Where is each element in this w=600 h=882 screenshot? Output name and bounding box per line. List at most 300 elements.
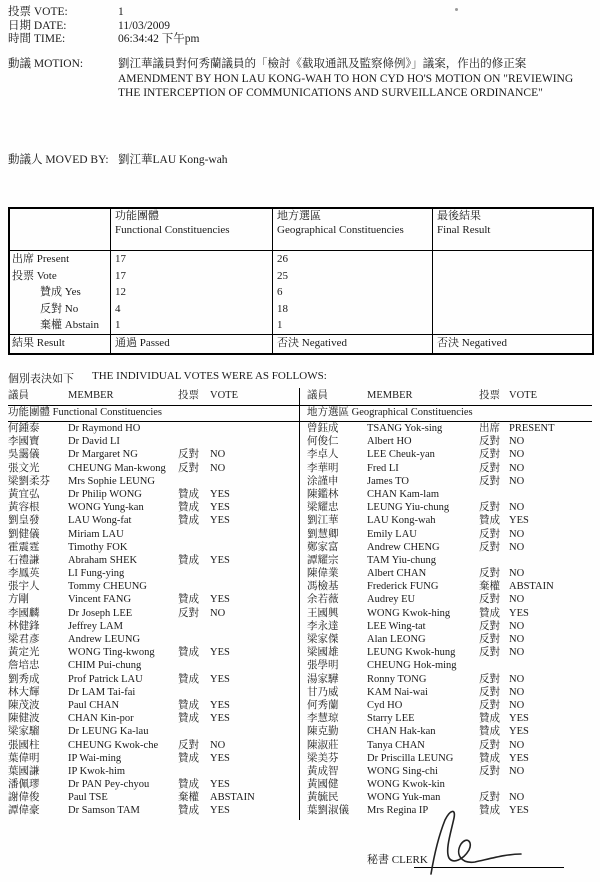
- member-vote-en: [210, 541, 299, 554]
- member-name-en: Alan LEONG: [367, 634, 426, 645]
- member-row: [8, 686, 299, 699]
- member-name-en: Tommy CHEUNG: [68, 581, 147, 593]
- member-vote-zh: 反對: [479, 699, 500, 711]
- member-vote-en: NO: [509, 792, 525, 804]
- summary-header-final: [432, 209, 592, 250]
- member-name-en: LAU Kong-wah: [367, 515, 436, 527]
- member-name-zh: 何鍾泰: [8, 423, 40, 434]
- member-row: [8, 528, 299, 541]
- member-name-en: Miriam LAU: [68, 528, 124, 540]
- member-row: [307, 725, 592, 738]
- member-row: [307, 528, 592, 541]
- member-name-zh: 何秀蘭: [307, 699, 339, 711]
- member-name-zh: 陳偉業: [307, 568, 339, 580]
- member-vote-zh: 反對: [479, 436, 500, 448]
- member-vote-en: NO: [509, 541, 525, 553]
- member-name-zh: 梁劉柔芬: [8, 475, 50, 487]
- date-value: 11/03/2009: [118, 19, 170, 32]
- member-vote-en: YES: [210, 502, 230, 514]
- summary-row-label: 反對 No: [40, 302, 79, 315]
- functional-members-list: [8, 422, 299, 818]
- member-row: [8, 699, 299, 712]
- member-name-en: WONG Kwok-kin: [367, 779, 445, 791]
- member-vote-en: NO: [509, 765, 525, 777]
- member-name-zh: 葉劉淑儀: [307, 805, 349, 817]
- motion-line-zh: 劉江華議員對何秀蘭議員的「檢討《截取通訊及監察條例》」議案，作出的修正案: [118, 58, 527, 70]
- geographical-header-en: Geographical Constituencies: [277, 223, 404, 236]
- member-vote-zh: [178, 580, 210, 593]
- member-vote-en: YES: [509, 607, 529, 619]
- member-vote-en: YES: [509, 726, 529, 738]
- member-vote-zh: 贊成: [479, 752, 500, 764]
- member-row: [307, 580, 592, 593]
- member-name-zh: 葉偉明: [8, 752, 40, 764]
- member-name-zh: 李永達: [307, 620, 339, 632]
- member-row: [307, 593, 592, 606]
- summary-row: [10, 317, 592, 334]
- member-vote-zh: 贊成: [479, 726, 500, 738]
- member-name-en: CHAN Hak-kan: [367, 726, 436, 738]
- member-name-zh: 黃成智: [307, 765, 339, 777]
- member-name-en: Dr Samson TAM: [68, 805, 140, 817]
- member-vote-en: NO: [509, 528, 525, 540]
- member-name-zh: 曾鈺成: [307, 423, 339, 434]
- member-row: [307, 514, 592, 527]
- member-name-zh: 黃宜弘: [8, 488, 40, 500]
- summary-row-final-value: [432, 301, 592, 318]
- member-vote-zh: [178, 659, 210, 672]
- member-row: [307, 752, 592, 765]
- document-header: [8, 6, 592, 47]
- member-vote-zh: [178, 725, 210, 738]
- member-row: [8, 804, 299, 817]
- summary-row-geographical-value: 26: [272, 251, 432, 268]
- member-vote-en: ABSTAIN: [210, 792, 255, 804]
- final-header-zh: 最後結果: [437, 210, 481, 222]
- member-row: [307, 475, 592, 488]
- member-vote-en: [210, 725, 299, 738]
- member-name-zh: 劉皇發: [8, 515, 40, 527]
- member-name-zh: 張國柱: [8, 739, 40, 751]
- member-row: [8, 778, 299, 791]
- member-vote-en: YES: [210, 713, 230, 725]
- member-name-zh: 張學明: [307, 660, 339, 672]
- member-vote-zh: [178, 686, 210, 699]
- member-name-en: Tanya CHAN: [367, 739, 425, 751]
- member-name-en: Dr Philip WONG: [68, 488, 142, 500]
- member-vote-en: YES: [210, 805, 230, 817]
- member-name-zh: 陳茂波: [8, 699, 40, 711]
- member-vote-zh: [479, 488, 509, 501]
- member-row: [8, 646, 299, 659]
- member-name-en: LEE Wing-tat: [367, 620, 426, 632]
- summary-row-geographical-value: 否決 Negatived: [272, 335, 432, 353]
- member-vote-en: NO: [509, 647, 525, 659]
- member-row: [307, 712, 592, 725]
- member-vote-zh: 贊成: [178, 488, 199, 500]
- member-name-en: Dr Priscilla LEUNG: [367, 752, 454, 764]
- member-vote-en: NO: [509, 502, 525, 514]
- member-name-en: WONG Sing-chi: [367, 765, 438, 777]
- summary-row: [10, 301, 592, 318]
- summary-row-functional-value: 1: [110, 317, 272, 334]
- member-name-en: WONG Kwok-hing: [367, 607, 451, 619]
- member-name-en: Paul TSE: [68, 792, 108, 804]
- member-name-en: CHEUNG Kwok-che: [68, 739, 159, 751]
- time-label: 時間 TIME:: [8, 33, 66, 45]
- summary-row-final-value: [432, 251, 592, 268]
- member-vote-en: NO: [509, 673, 525, 685]
- member-name-en: Albert CHAN: [367, 568, 427, 580]
- member-name-en: Dr Joseph LEE: [68, 607, 133, 619]
- member-name-en: LEUNG Yiu-chung: [367, 502, 450, 514]
- member-name-zh: 余若薇: [307, 594, 339, 606]
- member-vote-en: YES: [210, 554, 230, 566]
- member-vote-zh: 反對: [178, 462, 199, 474]
- member-vote-en: NO: [509, 594, 525, 606]
- individual-votes-title: [8, 370, 592, 386]
- summary-row: [10, 334, 592, 353]
- member-row: [8, 607, 299, 620]
- member-vote-zh: [178, 765, 210, 778]
- member-name-zh: 葉國謙: [8, 765, 40, 777]
- member-name-en: Fred LI: [367, 462, 399, 474]
- member-vote-zh: 贊成: [178, 713, 199, 725]
- member-name-zh: 譚偉豪: [8, 805, 40, 817]
- member-vote-zh: 贊成: [178, 502, 199, 514]
- member-row: [8, 475, 299, 488]
- member-name-en: CHEUNG Hok-ming: [367, 660, 457, 672]
- individual-votes-table: [8, 388, 592, 818]
- member-name-en: Dr Raymond HO: [68, 423, 141, 434]
- member-vote-zh: 反對: [479, 620, 500, 632]
- member-row: [307, 646, 592, 659]
- clerk-signature: [403, 804, 573, 876]
- member-name-zh: 梁家傑: [307, 634, 339, 645]
- member-name-en: Albert HO: [367, 436, 412, 448]
- member-col-zh: 議員: [8, 390, 29, 401]
- member-vote-en: YES: [509, 752, 529, 764]
- member-vote-zh: 反對: [479, 541, 500, 553]
- member-vote-en: NO: [509, 686, 525, 698]
- member-row: [8, 659, 299, 672]
- member-name-zh: 陳健波: [8, 713, 40, 725]
- member-row: [8, 580, 299, 593]
- date-row: [8, 20, 592, 34]
- member-vote-zh: 贊成: [178, 699, 199, 711]
- moved-by-row: [8, 151, 592, 167]
- member-name-zh: 湯家驊: [307, 673, 339, 685]
- member-row: [307, 633, 592, 646]
- member-name-zh: 吳靄儀: [8, 449, 40, 461]
- member-row: [307, 607, 592, 620]
- summary-row-final-value: [432, 268, 592, 285]
- member-vote-en: [509, 488, 592, 501]
- member-name-en: WONG Yuk-man: [367, 792, 441, 804]
- member-name-en: Dr LAM Tai-fai: [68, 686, 136, 698]
- member-vote-zh: 棄權: [178, 792, 199, 804]
- member-name-zh: 劉健儀: [8, 528, 40, 540]
- summary-row-final-value: 否決 Negatived: [432, 335, 592, 353]
- member-vote-zh: 反對: [178, 739, 199, 751]
- summary-row-functional-value: 12: [110, 284, 272, 301]
- member-vote-en: [210, 567, 299, 580]
- member-vote-en: [210, 475, 299, 488]
- summary-row: [10, 251, 592, 268]
- member-name-zh: 梁君彥: [8, 634, 40, 645]
- moved-by-value: 劉江華LAU Kong-wah: [118, 154, 228, 166]
- member-vote-en: [210, 659, 299, 672]
- motion-line-en-2: THE INTERCEPTION OF COMMUNICATIONS AND SURVEILLANCE ORDINANCE": [118, 87, 543, 100]
- member-vote-zh: 反對: [178, 607, 199, 619]
- time-row: [8, 33, 592, 47]
- geographical-members-list: [299, 422, 592, 818]
- summary-row-label: 棄權 Abstain: [40, 319, 99, 331]
- summary-row-geographical-value: 6: [272, 284, 432, 301]
- summary-row-geographical-value: 25: [272, 268, 432, 285]
- member-vote-en: YES: [210, 647, 230, 659]
- member-name-zh: 譚耀宗: [307, 554, 339, 566]
- moved-by-label: 動議人 MOVED BY:: [8, 154, 109, 166]
- member-vote-en: [210, 422, 299, 435]
- individual-votes-title-zh: 個別表決如下: [8, 373, 74, 385]
- summary-row-functional-value: 4: [110, 301, 272, 318]
- member-row: [8, 488, 299, 501]
- member-vote-zh: 贊成: [178, 805, 199, 817]
- summary-row: [10, 268, 592, 285]
- member-vote-zh: 反對: [479, 449, 500, 461]
- member-name-en: Andrew LEUNG: [68, 634, 141, 645]
- member-vote-en: NO: [509, 436, 525, 448]
- member-vote-zh: 反對: [479, 792, 500, 804]
- member-name-zh: 石禮謙: [8, 554, 40, 566]
- member-name-zh: 謝偉俊: [8, 792, 40, 804]
- summary-row-label: 贊成 Yes: [40, 286, 81, 298]
- member-name-en: CHIM Pui-chung: [68, 660, 142, 672]
- member-vote-en: NO: [509, 568, 525, 580]
- member-vote-zh: 贊成: [178, 554, 199, 566]
- member-name-zh: 黃定光: [8, 647, 40, 659]
- member-vote-zh: 贊成: [479, 805, 500, 817]
- member-vote-zh: [479, 554, 509, 567]
- member-row: [8, 593, 299, 606]
- member-row: [8, 673, 299, 686]
- member-vote-zh: [178, 435, 210, 448]
- member-row: [307, 673, 592, 686]
- member-row: [307, 791, 592, 804]
- member-vote-en: NO: [509, 739, 525, 751]
- member-vote-zh: 反對: [178, 449, 199, 461]
- member-name-en: TAM Yiu-chung: [367, 554, 437, 566]
- member-vote-zh: [178, 475, 210, 488]
- member-row: [307, 739, 592, 752]
- member-vote-zh: 反對: [479, 462, 500, 474]
- member-row: [8, 422, 299, 435]
- member-name-zh: 王國興: [307, 607, 339, 619]
- member-name-zh: 梁耀忠: [307, 502, 339, 514]
- summary-table-header: [10, 209, 592, 251]
- member-name-zh: 涂謹申: [307, 475, 339, 487]
- member-name-en: Emily LAU: [367, 528, 417, 540]
- member-vote-en: YES: [210, 779, 230, 791]
- motion-line-en-1: AMENDMENT BY HON LAU KONG-WAH TO HON CYD HO'S MOTION ON "REVIEWING: [118, 72, 574, 85]
- member-name-en: LI Fung-ying: [68, 568, 125, 580]
- member-name-en: LEE Cheuk-yan: [367, 449, 435, 461]
- member-name-en: Paul CHAN: [68, 699, 120, 711]
- member-name-en: Starry LEE: [367, 713, 415, 725]
- member-row: [8, 462, 299, 475]
- member-vote-en: NO: [509, 462, 525, 474]
- member-vote-zh: 贊成: [479, 713, 500, 725]
- member-name-en: Frederick FUNG: [367, 581, 439, 593]
- functional-header-zh: 功能團體: [115, 210, 159, 222]
- summary-row-functional-value: 通過 Passed: [110, 335, 272, 353]
- member-vote-zh: [178, 633, 210, 646]
- member-vote-en: YES: [210, 515, 230, 527]
- member-name-zh: 霍震霆: [8, 541, 40, 553]
- member-vote-en: YES: [210, 488, 230, 500]
- member-vote-en: ABSTAIN: [509, 581, 554, 593]
- member-name-en: Mrs Sophie LEUNG: [68, 475, 155, 487]
- member-col-en: MEMBER: [68, 390, 114, 401]
- member-vote-zh: [178, 541, 210, 554]
- member-row: [307, 422, 592, 435]
- member-name-zh: 陳鑑林: [307, 488, 339, 500]
- member-row: [8, 501, 299, 514]
- member-name-zh: 李鳳英: [8, 568, 40, 580]
- member-vote-en: [210, 620, 299, 633]
- member-row: [8, 712, 299, 725]
- member-vote-en: NO: [210, 607, 226, 619]
- summary-table-body: [10, 251, 592, 353]
- member-row: [307, 778, 592, 791]
- member-vote-zh: 反對: [479, 502, 500, 514]
- summary-row-final-value: [432, 317, 592, 334]
- member-row: [8, 541, 299, 554]
- member-vote-en: [509, 778, 592, 791]
- member-name-en: IP Wai-ming: [68, 752, 122, 764]
- member-name-en: CHAN Kam-lam: [367, 488, 440, 500]
- summary-header-functional: [110, 209, 272, 250]
- member-vote-zh: 贊成: [178, 647, 199, 659]
- votes-body: [8, 422, 592, 818]
- individual-votes-title-en: THE INDIVIDUAL VOTES WERE AS FOLLOWS:: [92, 370, 327, 382]
- member-vote-zh: 贊成: [178, 594, 199, 606]
- member-name-zh: 梁美芬: [307, 752, 339, 764]
- member-row: [8, 739, 299, 752]
- member-name-en: Dr Margaret NG: [68, 449, 138, 461]
- member-vote-en: NO: [509, 620, 525, 632]
- member-name-en: Prof Patrick LAU: [68, 673, 143, 685]
- member-name-zh: 馮檢基: [307, 581, 339, 593]
- summary-row-functional-value: 17: [110, 268, 272, 285]
- final-header-en: Final Result: [437, 223, 491, 236]
- member-vote-en: YES: [210, 673, 230, 685]
- member-vote-en: NO: [509, 699, 525, 711]
- member-name-zh: 黃容根: [8, 502, 40, 514]
- member-vote-en: YES: [509, 805, 529, 817]
- member-name-zh: 張宇人: [8, 581, 40, 593]
- member-name-en: Dr PAN Pey-chyou: [68, 779, 150, 791]
- member-vote-zh: [479, 778, 509, 791]
- member-vote-zh: 反對: [479, 475, 500, 487]
- member-vote-zh: [178, 620, 210, 633]
- member-name-zh: 李國麟: [8, 607, 40, 619]
- member-vote-zh: 出席: [479, 423, 500, 434]
- member-name-en: Andrew CHENG: [367, 541, 440, 553]
- member-name-zh: 甘乃威: [307, 686, 339, 698]
- member-row: [8, 791, 299, 804]
- member-row: [307, 765, 592, 778]
- member-name-zh: 李卓人: [307, 449, 339, 461]
- member-name-zh: 林健鋒: [8, 620, 40, 632]
- member-vote-en: NO: [210, 462, 226, 474]
- member-vote-zh: 贊成: [479, 515, 500, 527]
- member-vote-en: NO: [210, 449, 226, 461]
- member-row: [8, 633, 299, 646]
- clerk-label: 秘書 CLERK: [367, 854, 428, 866]
- member-row: [8, 752, 299, 765]
- member-vote-en: [210, 765, 299, 778]
- member-name-en: Vincent FANG: [68, 594, 132, 606]
- member-row: [307, 567, 592, 580]
- member-name-en: Dr LEUNG Ka-lau: [68, 726, 149, 738]
- member-name-zh: 黃國健: [307, 779, 339, 791]
- member-row: [8, 567, 299, 580]
- member-vote-en: NO: [210, 739, 226, 751]
- motion-label: 動議 MOTION:: [8, 58, 84, 70]
- member-name-en: LAU Wong-fat: [68, 515, 132, 527]
- member-name-zh: 何俊仁: [307, 436, 339, 448]
- functional-section-title: 功能團體 Functional Constituencies: [8, 407, 162, 418]
- member-name-zh: 劉江華: [307, 515, 339, 527]
- member-vote-zh: 反對: [479, 568, 500, 580]
- vote-col-en: VOTE: [509, 390, 537, 401]
- member-vote-zh: 反對: [479, 673, 500, 685]
- member-row: [8, 620, 299, 633]
- member-name-en: WONG Yung-kan: [68, 502, 144, 514]
- member-name-en: Jeffrey LAM: [68, 620, 123, 632]
- member-vote-zh: 反對: [479, 594, 500, 606]
- scan-artifact-dot: [455, 8, 458, 11]
- member-vote-zh: 棄權: [479, 581, 500, 593]
- member-vote-zh: 反對: [479, 647, 500, 659]
- vote-col-zh: 投票: [178, 390, 199, 401]
- member-name-zh: 李華明: [307, 462, 339, 474]
- member-vote-en: [210, 528, 299, 541]
- member-vote-en: NO: [509, 475, 525, 487]
- summary-header-blank: [10, 209, 110, 250]
- vote-number-value: 1: [118, 6, 124, 18]
- geographical-section-title: 地方選區 Geographical Constituencies: [307, 407, 473, 418]
- vote-number-label: 投票 VOTE:: [8, 6, 68, 18]
- summary-row: [10, 284, 592, 301]
- member-row: [307, 699, 592, 712]
- member-vote-en: [210, 686, 299, 699]
- member-name-en: TSANG Yok-sing: [367, 423, 443, 434]
- member-vote-en: [210, 435, 299, 448]
- member-vote-en: PRESENT: [509, 423, 555, 434]
- member-vote-zh: 贊成: [479, 607, 500, 619]
- member-name-zh: 劉秀成: [8, 673, 40, 685]
- member-col-en: MEMBER: [367, 390, 413, 401]
- member-vote-zh: 贊成: [178, 779, 199, 791]
- member-row: [307, 686, 592, 699]
- summary-header-geographical: [272, 209, 432, 250]
- member-vote-zh: 贊成: [178, 752, 199, 764]
- member-name-zh: 陳淑莊: [307, 739, 339, 751]
- member-vote-zh: 反對: [479, 634, 500, 645]
